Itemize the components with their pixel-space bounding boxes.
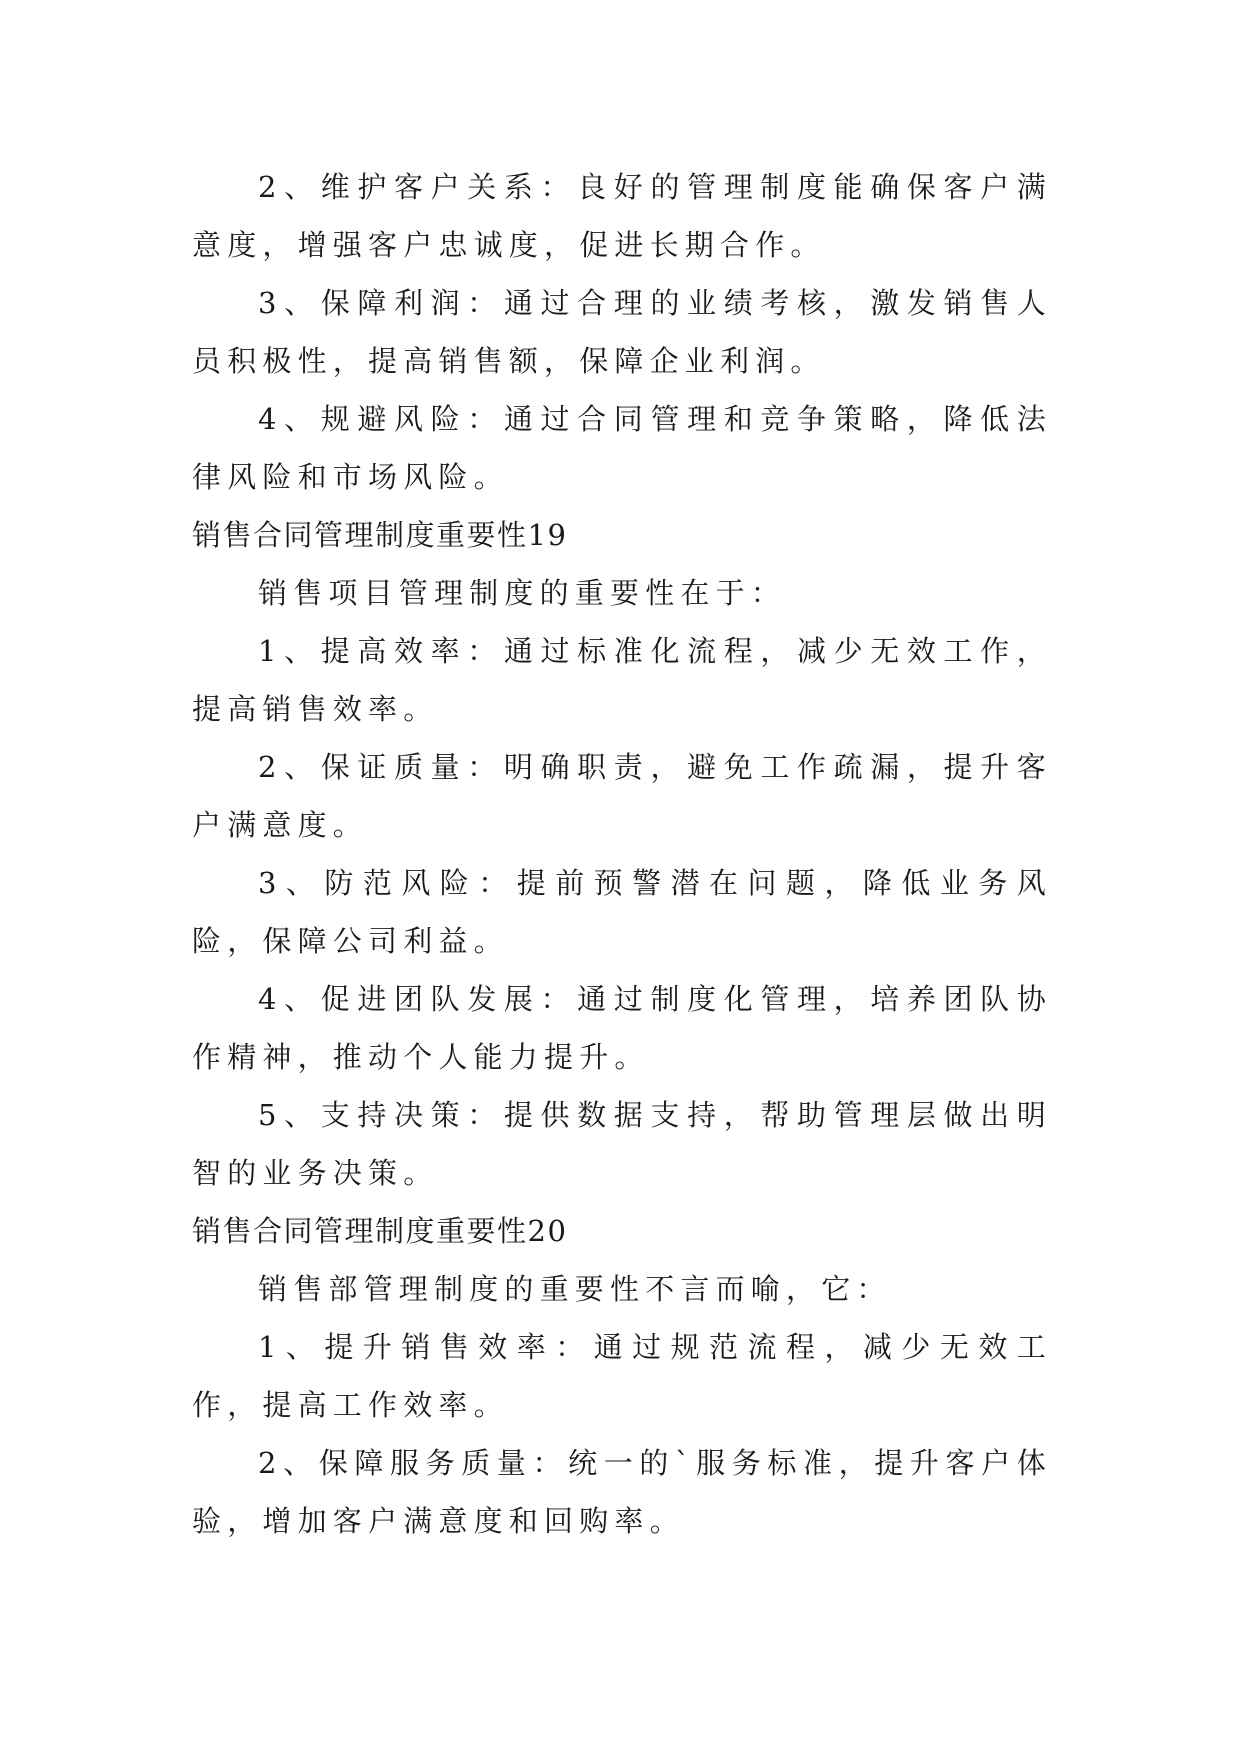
section-heading-20: 销售合同管理制度重要性20 bbox=[192, 1214, 568, 1248]
section-intro-20: 销售部管理制度的重要性不言而喻，它： bbox=[258, 1272, 892, 1306]
section-heading-19: 销售合同管理制度重要性19 bbox=[192, 518, 568, 552]
list-item: 2、保障服务质量：统一的`服务标准，提升客户体验，增加客户满意度和回购率。 bbox=[192, 1446, 1052, 1538]
list-item: 2、维护客户关系：良好的管理制度能确保客户满意度，增强客户忠诚度，促进长期合作。 bbox=[192, 170, 1052, 262]
list-item: 4、规避风险：通过合同管理和竞争策略，降低法律风险和市场风险。 bbox=[192, 402, 1052, 494]
list-item: 3、防范风险：提前预警潜在问题，降低业务风险，保障公司利益。 bbox=[192, 866, 1052, 958]
list-item: 2、保证质量：明确职责，避免工作疏漏，提升客户满意度。 bbox=[192, 750, 1052, 842]
list-item: 4、促进团队发展：通过制度化管理，培养团队协作精神，推动个人能力提升。 bbox=[192, 982, 1052, 1074]
list-item: 5、支持决策：提供数据支持，帮助管理层做出明智的业务决策。 bbox=[192, 1098, 1052, 1190]
section-intro-19: 销售项目管理制度的重要性在于： bbox=[258, 576, 787, 610]
list-item: 1、提升销售效率：通过规范流程，减少无效工作，提高工作效率。 bbox=[192, 1330, 1052, 1422]
document-page bbox=[192, 158, 1052, 1550]
list-item: 1、提高效率：通过标准化流程，减少无效工作，提高销售效率。 bbox=[192, 634, 1052, 726]
list-item: 3、保障利润：通过合理的业绩考核，激发销售人员积极性，提高销售额，保障企业利润。 bbox=[192, 286, 1052, 378]
